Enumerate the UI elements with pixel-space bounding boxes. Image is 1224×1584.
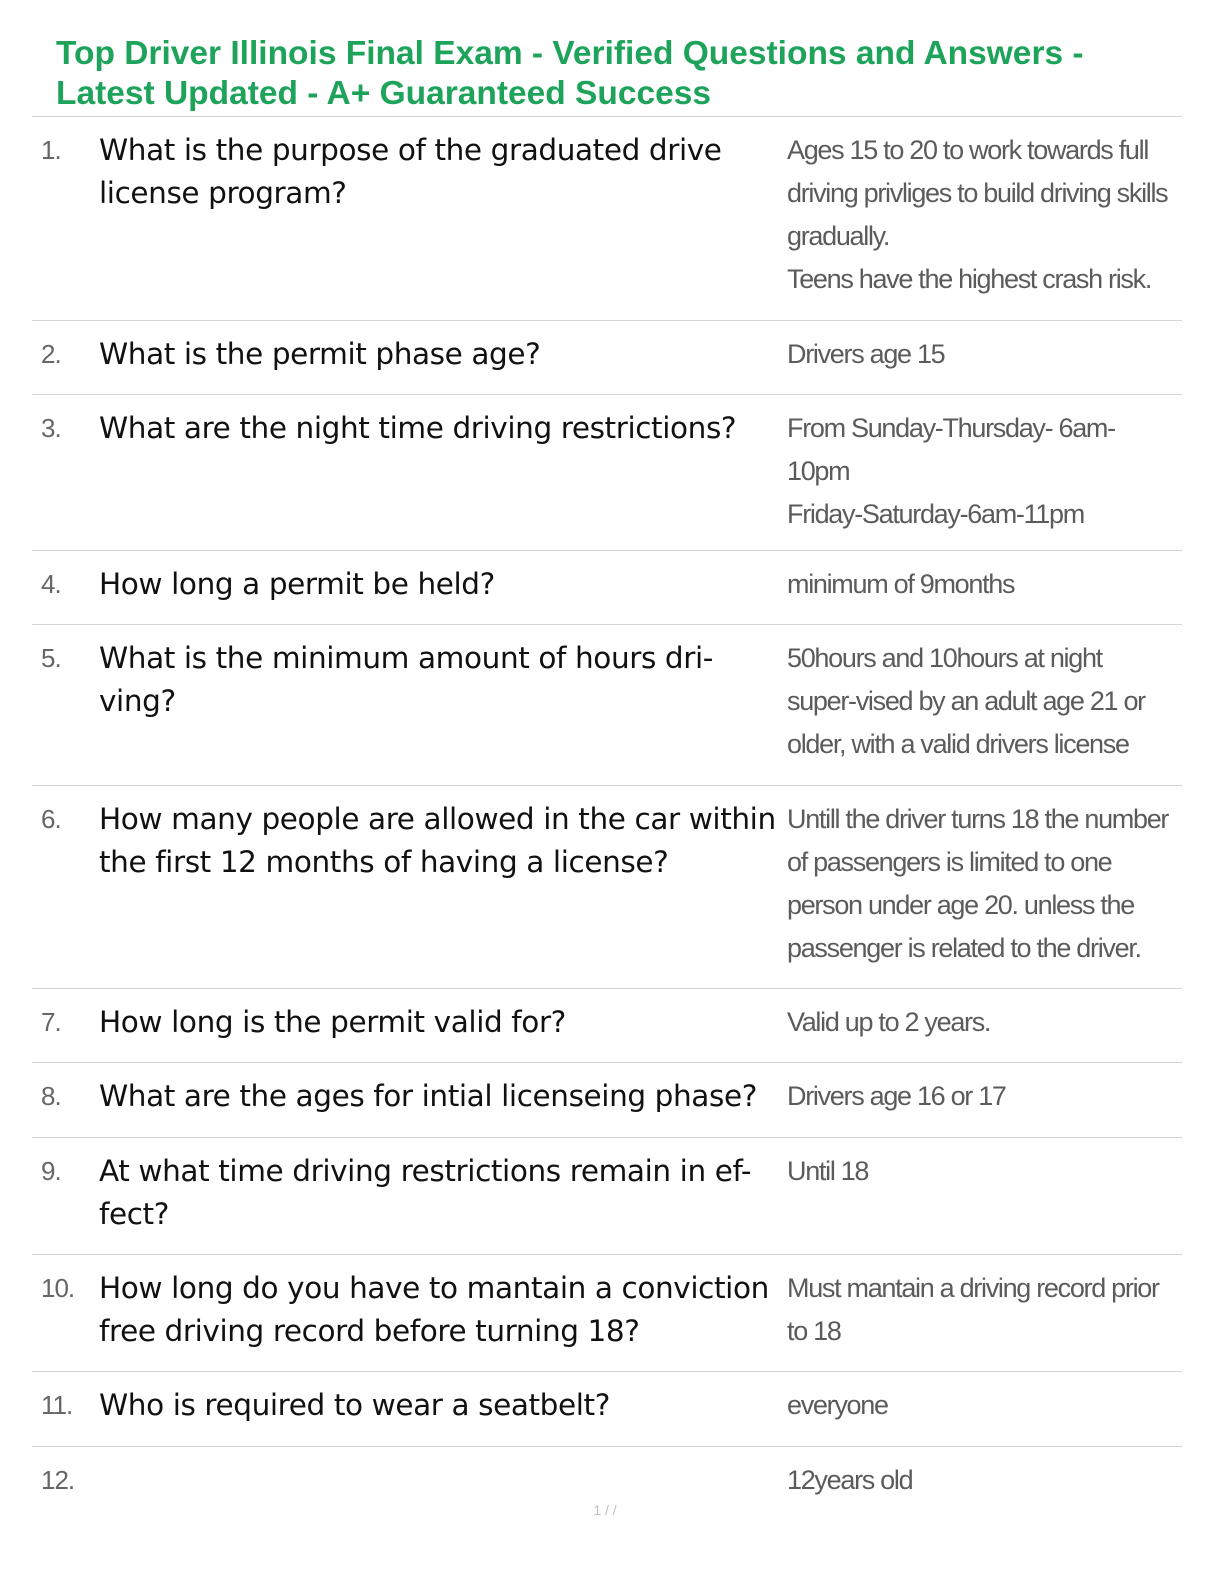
- question-number: 7.: [41, 1007, 61, 1037]
- qa-table: [32, 116, 1182, 1521]
- question-number: 9.: [41, 1156, 61, 1186]
- qa-row-8: [32, 1063, 1182, 1138]
- question-text: How long do you have to mantain a conviction free driving record before turning 18?: [99, 1271, 769, 1348]
- question-number: 11.: [41, 1390, 73, 1420]
- qa-row-5: [32, 625, 1182, 786]
- question-number: 1.: [41, 135, 61, 165]
- question-text: What is the minimum amount of hours dri-ving?: [99, 641, 714, 718]
- document-title: Top Driver Illinois Final Exam - Verified Questions and Answers - Latest Updated - A+ Guaranteed Success: [56, 35, 1084, 112]
- qa-row-11: [32, 1372, 1182, 1447]
- answer-text: everyone: [787, 1390, 888, 1420]
- qa-row-4: [32, 551, 1182, 625]
- qa-row-2: [32, 321, 1182, 395]
- question-number: 6.: [41, 804, 61, 834]
- qa-row-10: [32, 1255, 1182, 1372]
- qa-row-9: [32, 1138, 1182, 1255]
- question-number: 8.: [41, 1081, 61, 1111]
- question-number: 12.: [41, 1465, 75, 1495]
- qa-row-6: [32, 786, 1182, 989]
- question-number: 2.: [41, 339, 61, 369]
- answer-text: Drivers age 15: [787, 339, 945, 369]
- answer-text: Until 18: [787, 1156, 869, 1186]
- answer-text: Valid up to 2 years.: [787, 1007, 991, 1037]
- page-footer: 1 / /: [593, 1502, 617, 1518]
- answer-text: Must mantain a driving record prior to 18: [787, 1273, 1159, 1346]
- question-text: What are the night time driving restrictions?: [99, 411, 737, 445]
- question-text: How many people are allowed in the car within the first 12 months of having a license?: [99, 802, 776, 879]
- answer-text: minimum of 9months: [787, 569, 1015, 599]
- question-text: Who is required to wear a seatbelt?: [99, 1388, 610, 1422]
- answer-text: Untill the driver turns 18 the number of passengers is limited to one person under age 20. unless the passenger is related to the driver.: [787, 804, 1169, 963]
- qa-row-3: [32, 395, 1182, 551]
- question-text: How long a permit be held?: [99, 567, 495, 601]
- answer-text: Ages 15 to 20 to work towards full driving privliges to build driving skills gradually. Teens have the highest crash risk.: [787, 135, 1168, 294]
- question-number: 4.: [41, 569, 61, 599]
- answer-text: 50hours and 10hours at night super-vised by an adult age 21 or older, with a valid drivers license: [787, 643, 1145, 759]
- question-text: What are the ages for intial licenseing phase?: [99, 1079, 757, 1113]
- question-text: What is the purpose of the graduated drive license program?: [99, 133, 722, 210]
- question-text: How long is the permit valid for?: [99, 1005, 566, 1039]
- answer-text: From Sunday-Thursday- 6am-10pm Friday-Saturday-6am-11pm: [787, 413, 1115, 529]
- answer-text: Drivers age 16 or 17: [787, 1081, 1006, 1111]
- question-text: What is the permit phase age?: [99, 337, 541, 371]
- qa-row-7: [32, 989, 1182, 1063]
- question-text: [99, 1459, 785, 1507]
- question-number: 5.: [41, 643, 61, 673]
- question-number: 3.: [41, 413, 61, 443]
- answer-text: 12years old: [787, 1465, 913, 1495]
- question-text: At what time driving restrictions remain in ef-fect?: [99, 1154, 752, 1231]
- qa-row-1: [32, 117, 1182, 321]
- question-number: 10.: [41, 1273, 75, 1303]
